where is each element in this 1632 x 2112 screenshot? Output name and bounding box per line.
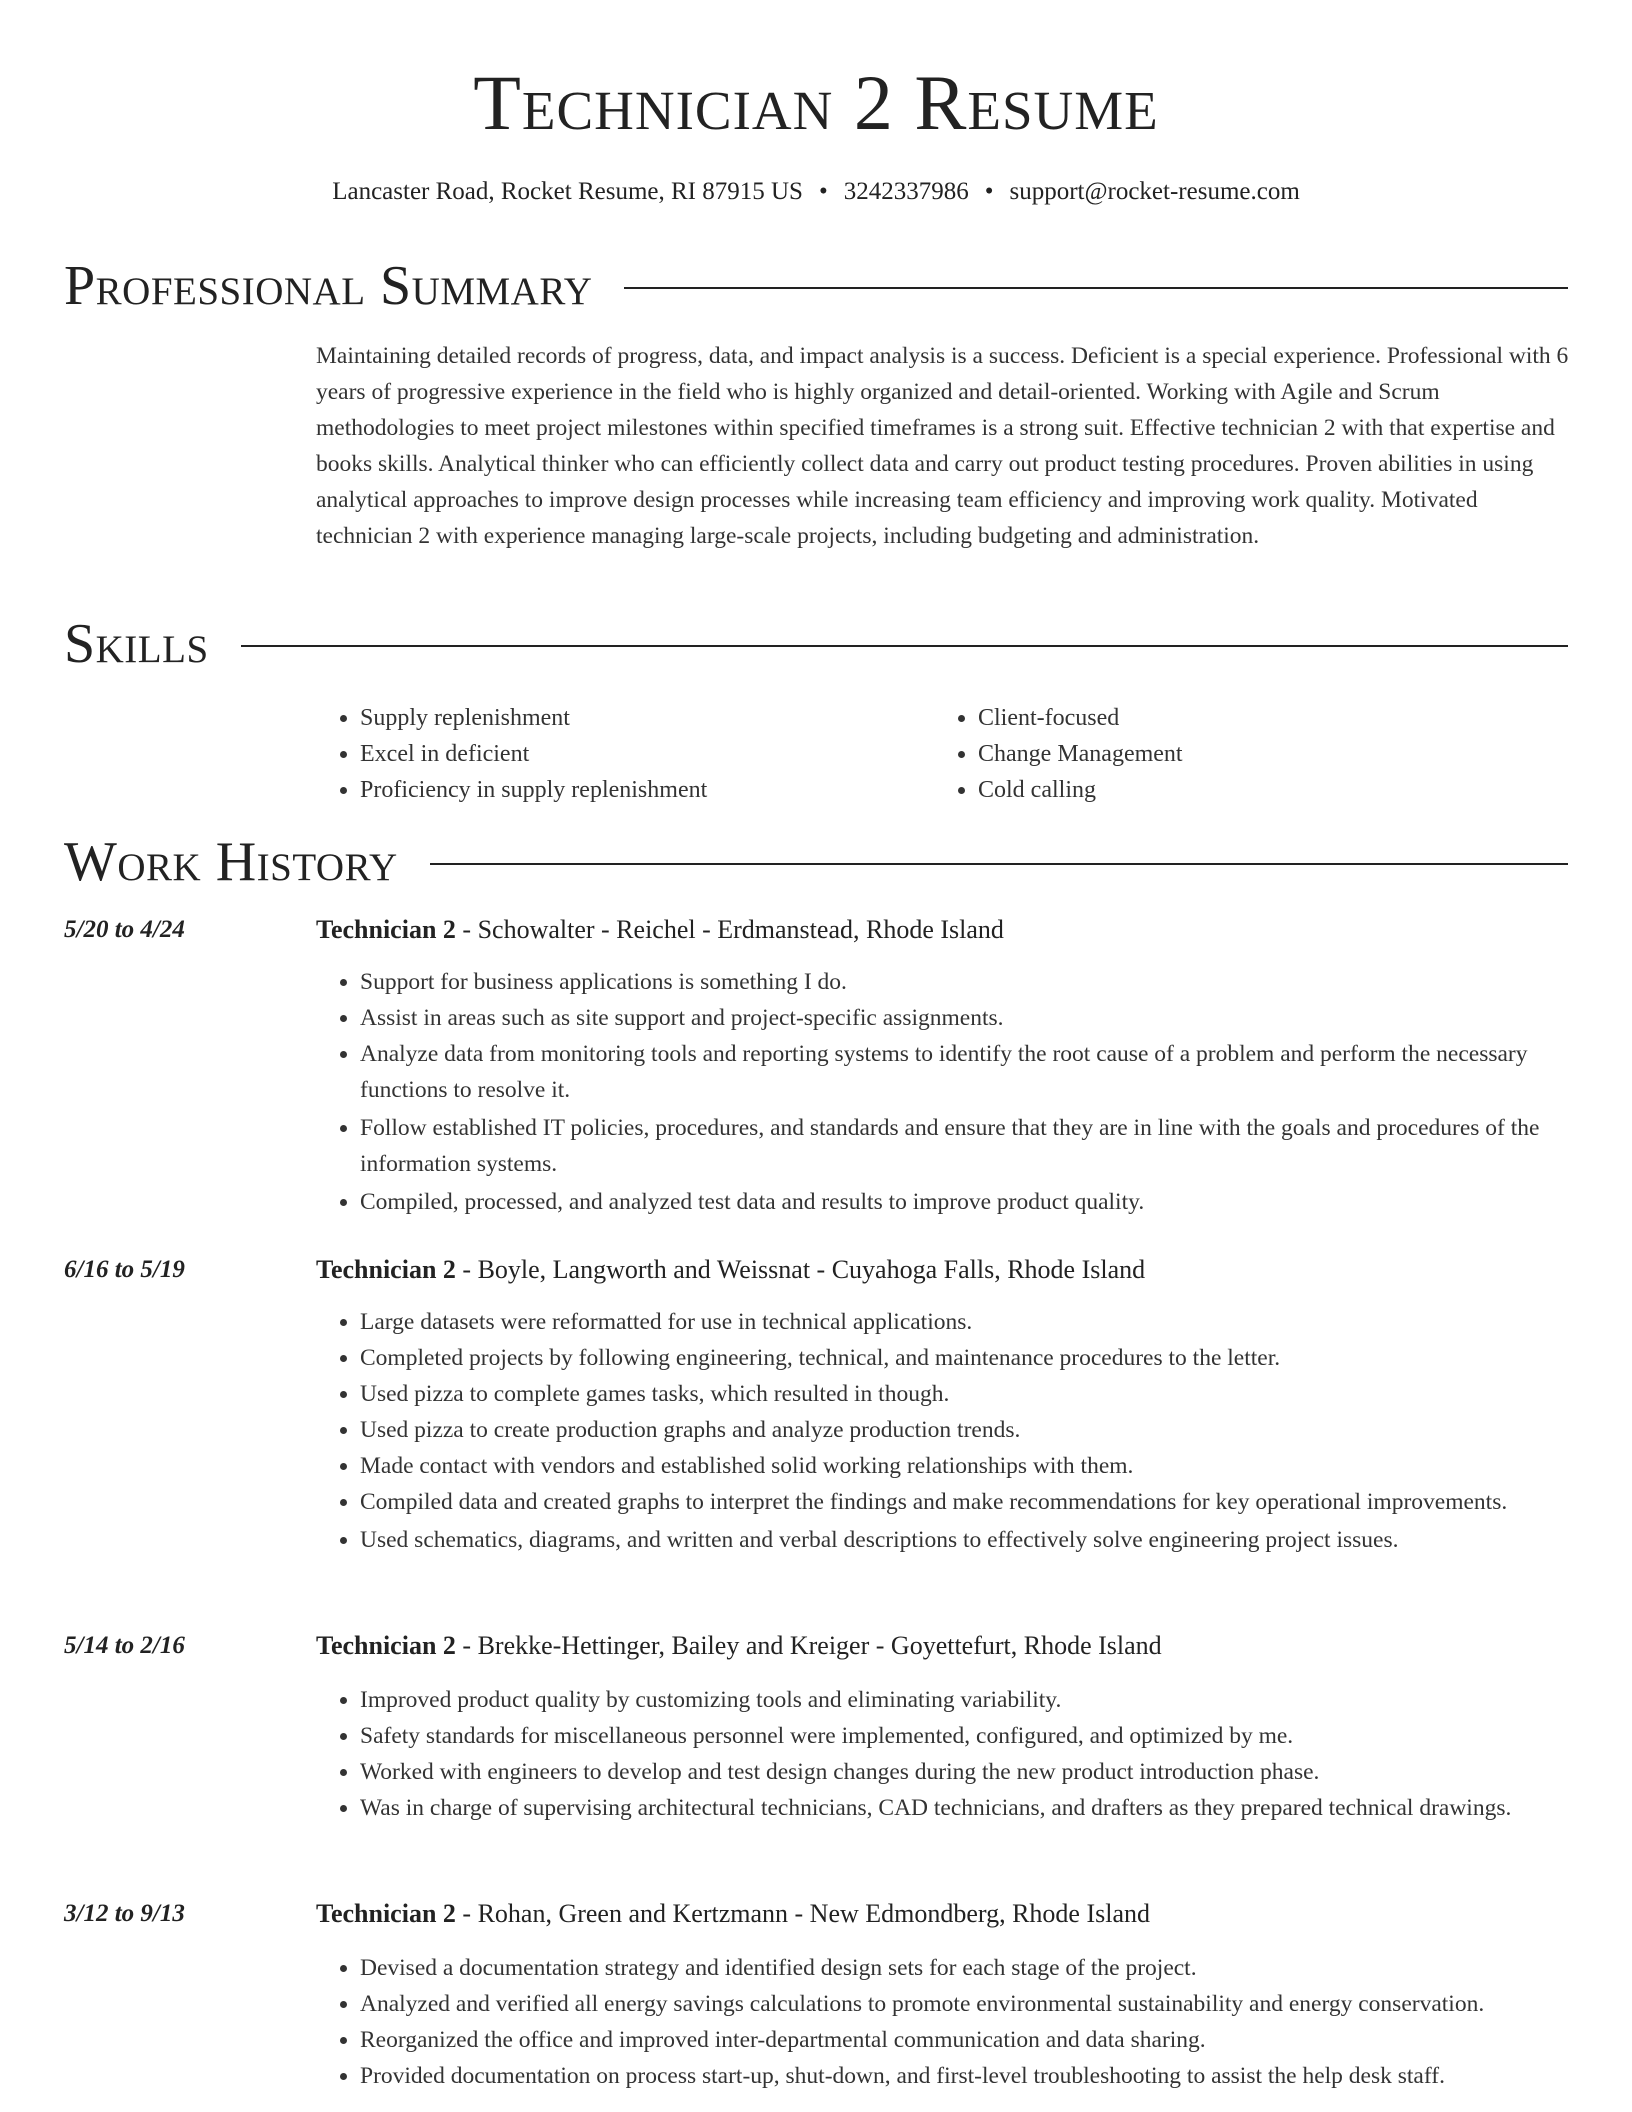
job-heading <box>316 1252 1568 1288</box>
job-bullets <box>316 964 1568 1220</box>
job-details: - Brekke-Hettinger, Bailey and Kreiger - Goyettefurt, Rhode Island <box>455 1631 1162 1660</box>
job-dates: 5/20 to 4/24 <box>64 916 185 943</box>
work-heading: Work History <box>64 831 398 893</box>
job-title: Technician 2 <box>316 915 456 944</box>
job-dates: 3/12 to 9/13 <box>64 1900 185 1927</box>
skills-section-header <box>64 612 1568 676</box>
section-divider <box>624 287 1568 289</box>
job-heading <box>316 1628 1568 1664</box>
contact-separator: • <box>984 178 994 205</box>
job-bullet: • Compiled, processed, and analyzed test data and results to improve product quality. <box>360 1184 1568 1220</box>
job-heading <box>316 1896 1568 1932</box>
contact-separator: • <box>818 178 828 205</box>
job-bullet: • Compiled data and created graphs to interpret the findings and make recommendations for key operational improvements. <box>360 1484 1568 1520</box>
job-bullet: • Made contact with vendors and established solid working relationships with them. <box>360 1448 1568 1484</box>
job-bullet: • Assist in areas such as site support and project-specific assignments. <box>360 1000 1568 1036</box>
job-bullet: • Analyzed and verified all energy savings calculations to promote environmental sustainability and energy conservation. <box>360 1986 1568 2022</box>
skill-item: • Excel in deficient <box>360 736 934 772</box>
job-bullet: • Worked with engineers to develop and test design changes during the new product introduction phase. <box>360 1754 1568 1790</box>
job-bullets <box>316 1682 1568 1828</box>
job-heading <box>316 912 1568 948</box>
job-bullet: • Was in charge of supervising architectural technicians, CAD technicians, and drafters as they prepared technical drawings. <box>360 1790 1568 1826</box>
job-title: Technician 2 <box>316 1631 456 1660</box>
contact-email: support@rocket-resume.com <box>1009 178 1300 205</box>
contact-phone: 3242337986 <box>843 178 969 205</box>
section-divider <box>241 645 1568 647</box>
job-bullet: • Devised a documentation strategy and identified design sets for each stage of the project. <box>360 1950 1568 1986</box>
job-bullets <box>316 1950 1568 2094</box>
job-bullet: • Completed projects by following engineering, technical, and maintenance procedures to the letter. <box>360 1340 1568 1376</box>
resume-title: Technician 2 Resume <box>473 59 1159 146</box>
job-bullet: • Analyze data from monitoring tools and reporting systems to identify the root cause of a problem and perform the necessary functions to resolve it. <box>360 1036 1568 1108</box>
job-bullet: • Large datasets were reformatted for use in technical applications. <box>360 1304 1568 1340</box>
summary-section-header <box>64 254 1568 318</box>
job-bullet: • Follow established IT policies, procedures, and standards and ensure that they are in line with the goals and procedures of the information systems. <box>360 1110 1568 1182</box>
section-divider <box>430 863 1568 865</box>
summary-text: Maintaining detailed records of progress, data, and impact analysis is a success. Deficient is a special experience. Professional with 6 years of progressive experience in the field who is highly organized and detail-oriented. Working with Agile and Scrum methodologies to meet project milestones within specified timeframes is a strong suit. Effective technician 2 with that expertise and books skills. Analytical thinker who can efficiently collect data and carry out product testing procedures. Proven abilities in using analytical approaches to improve design processes while increasing team efficiency and improving work quality. Motivated technician 2 with experience managing large-scale projects, including budgeting and administration. <box>316 343 1569 549</box>
contact-address: Lancaster Road, Rocket Resume, RI 87915 US <box>332 178 803 205</box>
job-bullet: • Support for business applications is something I do. <box>360 964 1568 1000</box>
job-bullet: • Provided documentation on process start-up, shut-down, and first-level troubleshooting to assist the help desk staff. <box>360 2058 1568 2094</box>
job-details: - Schowalter - Reichel - Erdmanstead, Rhode Island <box>455 915 1004 944</box>
skill-item: • Client-focused <box>978 700 1552 736</box>
job-bullet: • Reorganized the office and improved inter-departmental communication and data sharing. <box>360 2022 1568 2058</box>
job-details: - Boyle, Langworth and Weissnat - Cuyahoga Falls, Rhode Island <box>455 1255 1146 1284</box>
summary-heading: Professional Summary <box>64 255 593 317</box>
job-dates: 6/16 to 5/19 <box>64 1256 185 1283</box>
skill-item: • Cold calling <box>978 772 1552 808</box>
skills-column-left <box>316 700 934 808</box>
job-bullet: • Used pizza to create production graphs and analyze production trends. <box>360 1412 1568 1448</box>
skill-item: • Proficiency in supply replenishment <box>360 772 934 808</box>
skills-heading: Skills <box>64 613 209 675</box>
job-bullets <box>316 1304 1568 1558</box>
work-section-header <box>64 830 1568 894</box>
contact-line <box>0 176 1632 208</box>
skill-item: • Change Management <box>978 736 1552 772</box>
skills-column-right <box>934 700 1552 808</box>
job-title: Technician 2 <box>316 1255 456 1284</box>
job-bullet: • Used pizza to complete games tasks, which resulted in though. <box>360 1376 1568 1412</box>
job-bullet: • Improved product quality by customizing tools and eliminating variability. <box>360 1682 1568 1718</box>
job-bullet: • Used schematics, diagrams, and written and verbal descriptions to effectively solve engineering project issues. <box>360 1522 1568 1558</box>
skills-list <box>316 700 1572 808</box>
job-details: - Rohan, Green and Kertzmann - New Edmondberg, Rhode Island <box>455 1899 1151 1928</box>
skill-item: • Supply replenishment <box>360 700 934 736</box>
job-dates: 5/14 to 2/16 <box>64 1632 185 1659</box>
job-title: Technician 2 <box>316 1899 456 1928</box>
job-bullet: • Safety standards for miscellaneous personnel were implemented, configured, and optimized by me. <box>360 1718 1568 1754</box>
